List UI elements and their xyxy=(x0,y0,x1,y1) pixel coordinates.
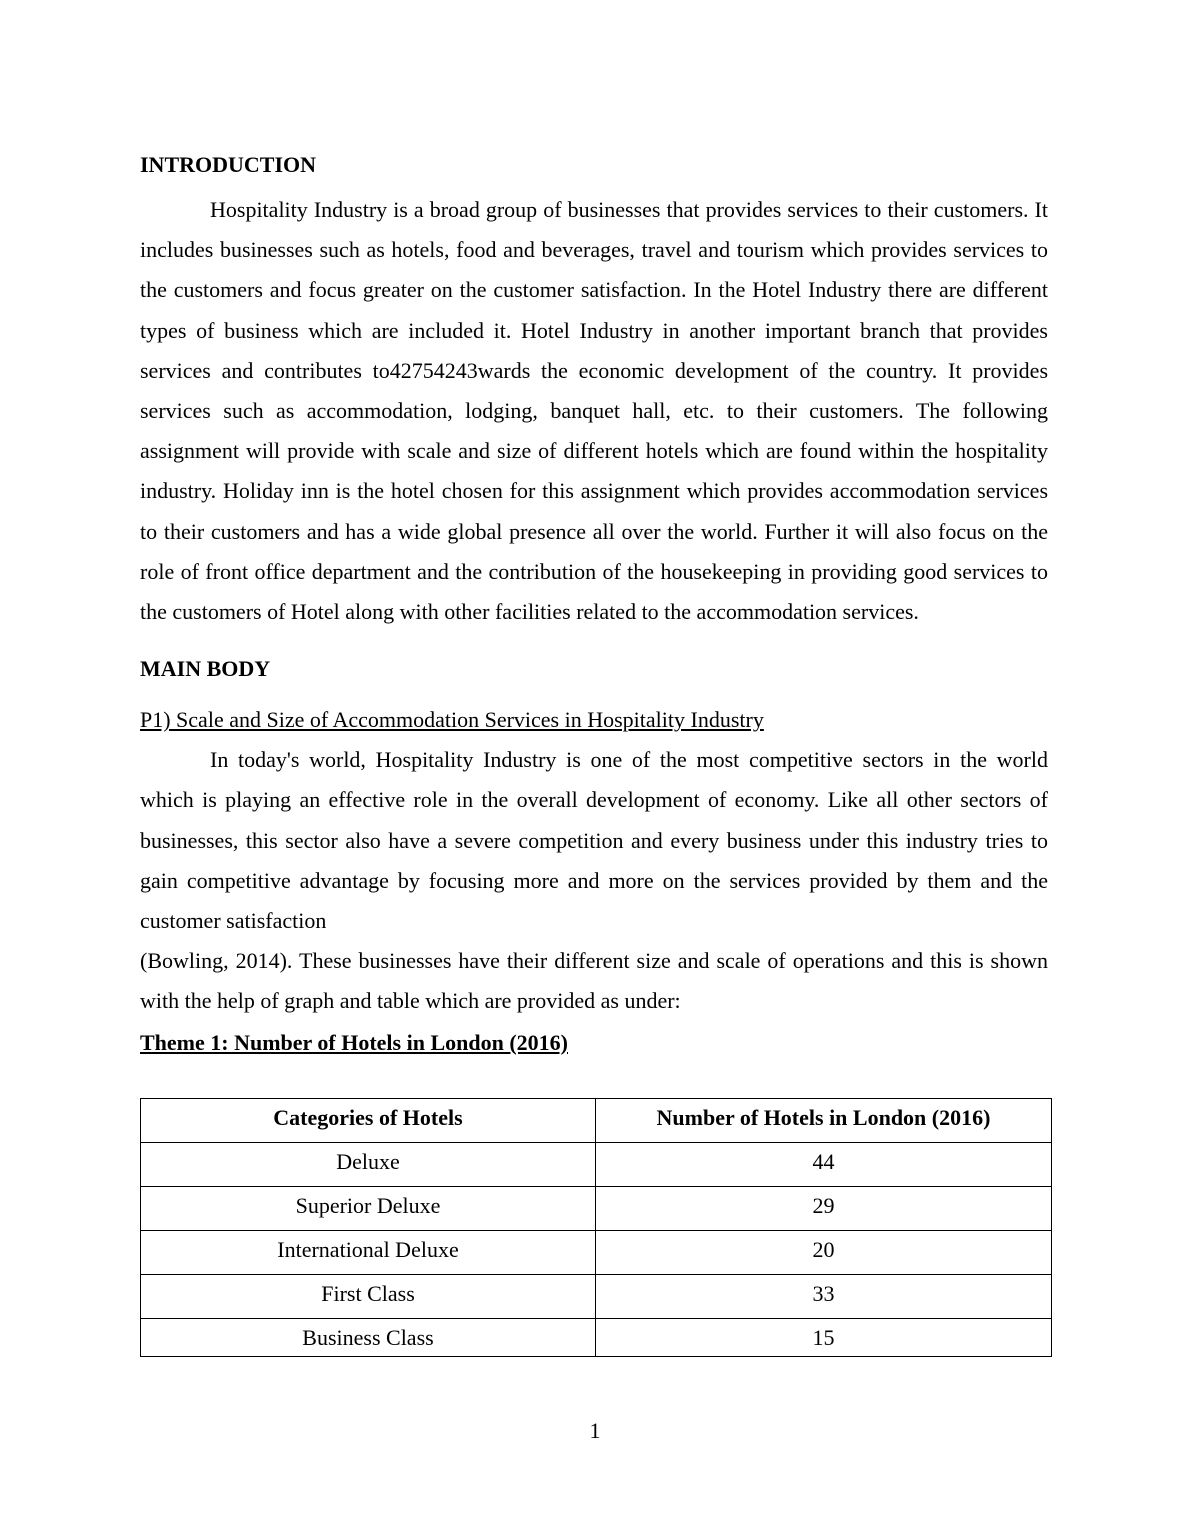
table-row xyxy=(141,1143,1052,1187)
count-cell: 33 xyxy=(596,1275,1052,1319)
hotels-table xyxy=(140,1098,1052,1357)
main-body-paragraph-1: In today's world, Hospitality Industry is one of the most competitive sectors in the world which is playing an effective role in the overall development of economy. Like all other sectors of businesses, this sector also have a severe competition and every business under this industry tries to gain competitive advantage by focusing more and more on the services provided by them and the customer satisfaction xyxy=(140,747,1048,934)
table-row xyxy=(141,1187,1052,1231)
table-header-row xyxy=(141,1099,1052,1143)
count-cell: 29 xyxy=(596,1187,1052,1231)
table-row xyxy=(141,1231,1052,1275)
document-page xyxy=(140,150,1048,1058)
category-cell: Superior Deluxe xyxy=(141,1187,596,1231)
section-p1-subheading: P1) Scale and Size of Accommodation Services in Hospitality Industry xyxy=(140,707,764,733)
page-number: 1 xyxy=(589,1418,601,1443)
category-cell: First Class xyxy=(141,1275,596,1319)
theme-title: Theme 1: Number of Hotels in London (2016) xyxy=(140,1029,568,1055)
table-row xyxy=(141,1319,1052,1357)
table-row xyxy=(141,1275,1052,1319)
column-header-number: Number of Hotels in London (2016) xyxy=(596,1099,1052,1143)
category-cell: Business Class xyxy=(141,1319,596,1357)
main-body-paragraph-2: (Bowling, 2014). These businesses have their different size and scale of operations and this is shown with the help of graph and table which are provided as under: xyxy=(140,948,1048,1014)
count-cell: 15 xyxy=(596,1319,1052,1357)
category-cell: Deluxe xyxy=(141,1143,596,1187)
introduction-paragraph: Hospitality Industry is a broad group of businesses that provides services to their customers. It includes businesses such as hotels, food and beverages, travel and tourism which provides services to the customers and focus greater on the customer satisfaction. In the Hotel Industry there are different types of business which are included it. Hotel Industry in another important branch that provides services and contributes to42754243wards the economic development of the country. It provides services such as accommodation, lodging, banquet hall, etc. to their customers. The following assignment will provide with scale and size of different hotels which are found within the hospitality industry. Holiday inn is the hotel chosen for this assignment which provides accommodation services to their customers and has a wide global presence all over the world. Further it will also focus on the role of front office department and the contribution of the housekeeping in providing good services to the customers of Hotel along with other facilities related to the accommodation services. xyxy=(140,197,1048,625)
introduction-heading: INTRODUCTION xyxy=(140,152,317,177)
main-body-heading: MAIN BODY xyxy=(140,656,271,682)
column-header-categories: Categories of Hotels xyxy=(141,1099,596,1143)
count-cell: 44 xyxy=(596,1143,1052,1187)
category-cell: International Deluxe xyxy=(141,1231,596,1275)
count-cell: 20 xyxy=(596,1231,1052,1275)
